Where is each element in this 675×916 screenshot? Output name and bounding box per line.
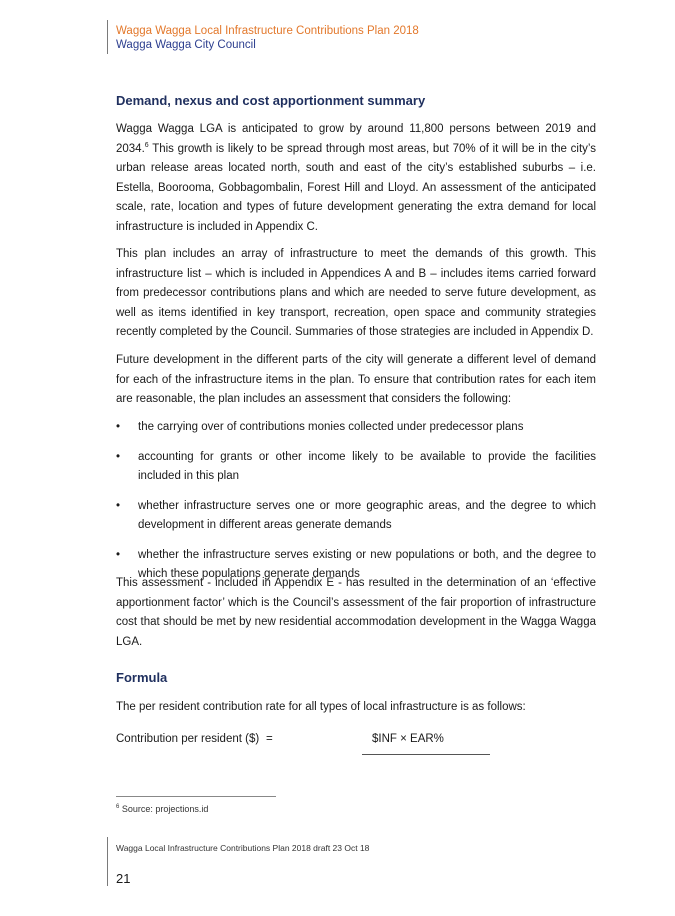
formula-numerator: $INF × EAR% bbox=[372, 733, 444, 745]
paragraph-growth: Wagga Wagga LGA is anticipated to grow by around 11,800 persons between 2019 and 2034.$^6$ This growth is likely to be spread through most areas, but 70% of it will be in the city’s urban release areas located north, south and east of the city’s established suburbs – i.e. Estella, Boorooma, Gobbagombalin, Forest Hill and Lloyd. An assessment of the anticipated scale, rate, location and types of future development generating the extra demand for local infrastructure is included in Appendix C. bbox=[116, 123, 596, 233]
footnote: $^6$ Source: projections.id bbox=[116, 804, 209, 814]
assessment-bullet-list bbox=[116, 418, 596, 595]
paragraph-formula-intro: The per resident contribution rate for all types of local infrastructure is as follows: bbox=[116, 701, 526, 713]
paragraph-demand-assessment: Future development in the different parts of the city will generate a different level of demand for each of the infrastructure items in the plan. To ensure that contribution rates for each item are reasonable, the plan includes an assessment that considers the following: bbox=[116, 354, 596, 405]
formula-fraction-line bbox=[362, 754, 490, 755]
header-title: Wagga Wagga Local Infrastructure Contributions Plan 2018 bbox=[116, 25, 419, 37]
list-item: • whether infrastructure serves one or more geographic areas, and the degree to which development in different areas generate demands bbox=[116, 497, 596, 536]
paragraph-infrastructure-list: This plan includes an array of infrastructure to meet the demands of this growth. This infrastructure list – which is included in Appendices A and B – includes items carried forward from predecessor contributions plans and which are needed to serve future development, as well as items identified in key transport, recreation, open space and community strategies recently completed by the Council. Summaries of those strategies are included in Appendix D. bbox=[116, 248, 596, 338]
footer-document-title: Wagga Local Infrastructure Contributions Plan 2018 draft 23 Oct 18 bbox=[116, 843, 370, 853]
section-heading-demand: Demand, nexus and cost apportionment summary bbox=[116, 93, 426, 108]
footer-divider bbox=[107, 837, 108, 886]
bullet-icon: • bbox=[116, 421, 121, 433]
footnote-divider bbox=[116, 796, 276, 797]
header-divider bbox=[107, 20, 108, 54]
bullet-icon: • bbox=[116, 450, 121, 463]
footnote-ref: 6 bbox=[144, 141, 149, 149]
formula-equals: = bbox=[266, 733, 273, 745]
header-subtitle: Wagga Wagga City Council bbox=[116, 39, 256, 51]
list-item: • the carrying over of contributions monies collected under predecessor plans bbox=[116, 418, 596, 438]
list-item: • whether the infrastructure serves existing or new populations or both, and the degree to which these populations generate demands bbox=[116, 546, 596, 585]
bullet-icon: • bbox=[116, 548, 121, 561]
paragraph-apportionment: This assessment - included in Appendix E - has resulted in the determination of an ‘effective apportionment factor’ which is the Council’s assessment of the fair proportion of infrastructure cost that should be met by new residential accommodation development in the Wagga Wagga LGA. bbox=[116, 577, 596, 648]
section-heading-formula: Formula bbox=[116, 670, 168, 685]
page-number: 21 bbox=[116, 871, 131, 886]
list-item: • accounting for grants or other income likely to be available to provide the facilities included in this plan bbox=[116, 448, 596, 487]
formula-label: Contribution per resident ($) bbox=[116, 733, 260, 745]
bullet-icon: • bbox=[116, 499, 121, 512]
